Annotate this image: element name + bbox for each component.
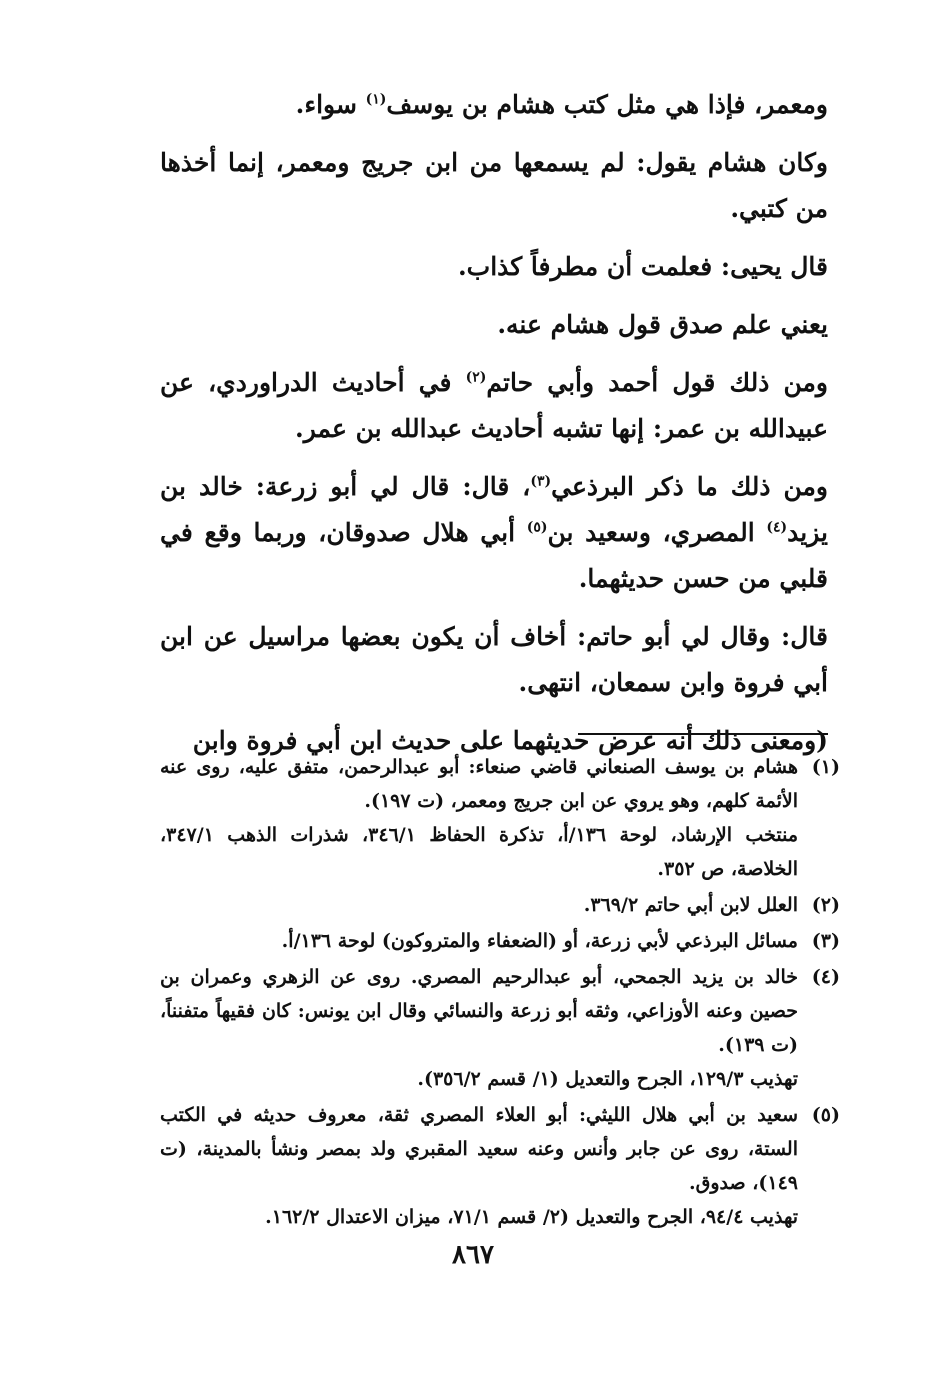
- footnote-number: (٤): [811, 966, 840, 988]
- footnote-5: [160, 1098, 840, 1234]
- paragraph-4: يعني علم صدق قول هشام عنه.: [497, 310, 828, 339]
- footnote-text: هشام بن يوسف الصنعاني قاضي صنعاء: أبو عبدالرحمن، متفق عليه، روى عنه الأئمة كلهم، وهو يروي عن ابن جريج ومعمر، (ت ١٩٧).: [160, 756, 798, 812]
- footnote-ref-5[interactable]: (٥): [526, 519, 548, 536]
- footnote-text: تهذيب ٩٤/٤، الجرح والتعديل (٢/ قسم ٧١/١، ميزان الاعتدال ١٦٢/٢.: [265, 1206, 798, 1228]
- paragraph-3: قال يحيى: فعلمت أن مطرفاً كذاب.: [457, 252, 828, 281]
- footnote-text: تهذيب ١٢٩/٣، الجرح والتعديل (١/ قسم ٣٥٦/٢).: [417, 1068, 798, 1090]
- footnote-3: [160, 924, 840, 958]
- footnote-text: مسائل البرذعي لأبي زرعة، أو (الضعفاء والمتروكون) لوحة ١٣٦/أ.: [281, 930, 798, 952]
- footnote-text: سعيد بن أبي هلال الليثي: أبو العلاء المصري ثقة، معروف حديثه في الكتب الستة، روى عن جابر وأنس وعنه سعيد المقبري ولد بمصر ونشأ بالمدينة، (ت ١٤٩)، صدوق.: [160, 1104, 798, 1194]
- footnote-number: (١): [811, 756, 840, 778]
- paragraph-6: ومن ذلك ما ذكر البرذعي$^{(٣)}$، قال: قال لي أبو زرعة: خالد بن يزيد$^{(٤)}$ المصري، وسعيد بن$^{(٥)}$ أبي هلال صدوقان، وربما وقع في قلبي من حسن حديثهما.: [160, 472, 828, 593]
- footnote-2: [160, 888, 840, 922]
- footnote-text: العلل لابن أبي حاتم ٣٦٩/٢.: [583, 894, 798, 916]
- paragraph-7: قال: وقال لي أبو حاتم: أخاف أن يكون بعضها مراسيل عن ابن أبي فروة وابن سمعان، انتهى.: [160, 622, 828, 697]
- paragraph-5: ومن ذلك قول أحمد وأبي حاتم$^{(٢)}$ في أحاديث الدراوردي، عن عبيدالله بن عمر: إنها تشبه أحاديث عبدالله بن عمر.: [160, 368, 828, 443]
- footnote-ref-3[interactable]: (٣): [530, 473, 552, 490]
- footnote-ref-2[interactable]: (٢): [465, 369, 487, 386]
- footnote-number: (٥): [811, 1104, 840, 1126]
- footnote-1: [160, 750, 840, 886]
- paragraph-8: (ومعنى ذلك أنه عرض حديثهما على حديث ابن أبي فروة وابن: [192, 726, 828, 755]
- footnotes: [160, 750, 840, 1236]
- page-number: ٨٦٧: [452, 1240, 494, 1270]
- footnote-text: منتخب الإرشاد، لوحة ١٣٦/أ، تذكرة الحفاظ ٣٤٦/١، شذرات الذهب ٣٤٧/١، الخلاصة، ص ٣٥٢.: [160, 824, 799, 880]
- footnote-ref-1[interactable]: (١): [365, 91, 387, 108]
- footnote-4: [160, 960, 840, 1096]
- paragraph-1: ومعمر، فإذا هي مثل كتب هشام بن يوسف$^{(١)}$ سواء.: [295, 90, 828, 119]
- footnote-number: (٣): [811, 930, 840, 952]
- main-text: [160, 82, 828, 776]
- footnote-number: (٢): [811, 894, 840, 916]
- footnote-separator: [578, 733, 828, 735]
- paragraph-2: وكان هشام يقول: لم يسمعها من ابن جريج ومعمر، إنما أخذها من كتبي.: [160, 148, 828, 223]
- footnote-text: خالد بن يزيد الجمحي، أبو عبدالرحيم المصري. روى عن الزهري وعمران بن حصين وعنه الأوزاعي، وثقه أبو زرعة والنسائي وقال ابن يونس: كان فقيهاً متفنناً، (ت ١٣٩).: [160, 966, 798, 1056]
- footnote-ref-4[interactable]: (٤): [766, 519, 788, 536]
